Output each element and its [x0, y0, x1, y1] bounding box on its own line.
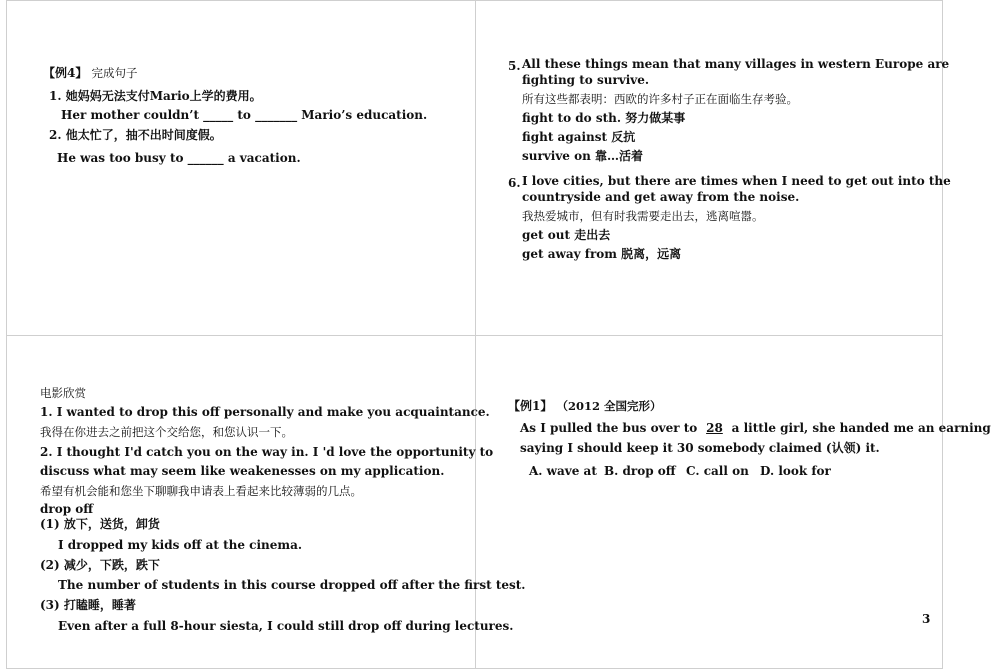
page-number: 3 — [922, 612, 931, 626]
item6-translation: 我热爱城市，但有时我需要走出去，逃离喧嚣。 — [522, 209, 764, 223]
phrase-drop-off: drop off — [40, 502, 94, 516]
cloze-blank-28: 28 — [706, 421, 723, 435]
movie-sentence1-cn: 我得在你进去之前把这个交给您，和您认识一下。 — [40, 425, 293, 439]
option-c: C. call on — [686, 464, 749, 478]
meaning2-label: (2) 减少，下跌，跌下 — [40, 558, 160, 572]
example1-source: （2012 全国完形） — [556, 399, 662, 413]
item5-phrase3: survive on 靠…活着 — [522, 149, 644, 163]
cloze-line1 — [520, 421, 991, 435]
option-a: A. wave at — [529, 464, 597, 478]
example1-bracket: 【例1】 — [508, 399, 553, 413]
movie-sentence2-en-line1: 2. I thought I'd catch you on the way in. I 'd love the opportunity to — [40, 445, 494, 459]
meaning2-example: The number of students in this course dropped off after the first test. — [58, 578, 526, 592]
item5-phrase1: fight to do sth. 努力做某事 — [522, 111, 686, 125]
item6-phrase1: get out 走出去 — [522, 228, 611, 242]
movie-sentence2-cn: 希望有机会能和您坐下聊聊我申请表上看起来比较薄弱的几点。 — [40, 484, 362, 498]
movie-heading: 电影欣赏 — [40, 386, 86, 400]
item5-line2: fighting to survive. — [522, 73, 650, 87]
item5-translation: 所有这些都表明：西欧的许多村子正在面临生存考验。 — [522, 92, 798, 106]
cloze-line2: saying I should keep it 30 somebody claimed (认领) it. — [520, 441, 880, 455]
cloze-line1-pre: As I pulled the bus over to — [520, 421, 698, 435]
movie-sentence2-en-line2: discuss what may seem like weakenesses on my application. — [40, 464, 445, 478]
movie-sentence1-en: 1. I wanted to drop this off personally and make you acquaintance. — [40, 405, 490, 419]
meaning3-label: (3) 打瞌睡，睡著 — [40, 598, 136, 612]
option-d: D. look for — [760, 464, 831, 478]
example1-title — [508, 399, 662, 413]
meaning1-example: I dropped my kids off at the cinema. — [58, 538, 303, 552]
item6-number: 6. — [508, 176, 521, 190]
meaning1-label: (1) 放下，送货，卸货 — [40, 517, 160, 531]
horizontal-divider — [6, 335, 943, 336]
example4-item2-en: He was too busy to ______ a vacation. — [57, 151, 301, 165]
item6-line2: countryside and get away from the noise. — [522, 190, 800, 204]
item6-phrase2: get away from 脱离，远离 — [522, 247, 682, 261]
item5-line1: All these things mean that many villages in western Europe are — [522, 57, 950, 71]
item6-line1: I love cities, but there are times when I need to get out into the — [522, 174, 951, 188]
example4-subtitle: 完成句子 — [91, 66, 138, 80]
cloze-line1-post: a little girl, she handed me an earning — [731, 421, 991, 435]
item5-number: 5. — [508, 59, 521, 73]
example4-item1-en: Her mother couldn’t _____ to _______ Mario’s education. — [61, 108, 428, 122]
example4-bracket: 【例4】 — [43, 66, 88, 80]
example4-title — [43, 66, 138, 80]
meaning3-example: Even after a full 8-hour siesta, I could still drop off during lectures. — [58, 619, 514, 633]
item5-phrase2: fight against 反抗 — [522, 130, 636, 144]
example4-item1-cn: 1. 她妈妈无法支付Mario上学的费用。 — [49, 89, 262, 103]
option-b: B. drop off — [604, 464, 676, 478]
example4-item2-cn: 2. 他太忙了，抽不出时间度假。 — [49, 128, 222, 142]
